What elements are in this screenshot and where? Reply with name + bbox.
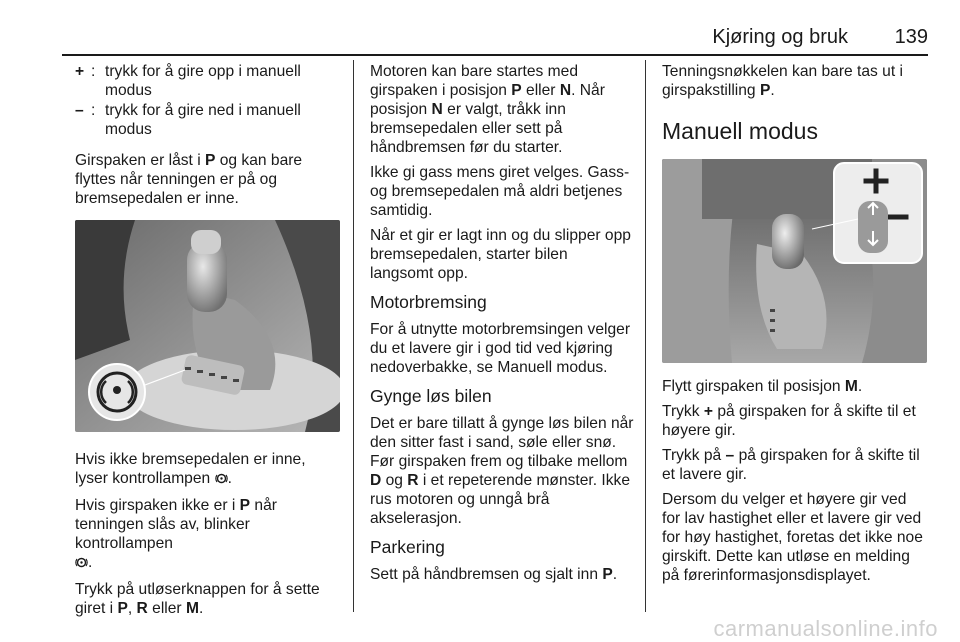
plus-icon: + bbox=[75, 63, 85, 80]
section-title: Kjøring og bruk bbox=[712, 26, 848, 48]
column-divider-2 bbox=[645, 60, 646, 612]
legend-text: trykk for å gire opp i manuell modus bbox=[105, 63, 301, 99]
legend-text: trykk for å gire ned i manuell modus bbox=[105, 102, 301, 138]
paragraph: Ikke gi gass mens giret velges. Gass- og bremsepedalen må aldri betjenes samtidig. bbox=[370, 164, 630, 219]
paragraph: Flytt girspaken til posisjon M. bbox=[662, 378, 863, 395]
brake-warning-icon bbox=[75, 555, 88, 574]
legend-item-minus: – : trykk for å gire ned i manuell modus bbox=[75, 101, 340, 139]
brake-warning-icon bbox=[215, 471, 228, 490]
paragraph: Hvis ikke bremsepedalen er inne, lyser kontrollampen . bbox=[75, 450, 340, 490]
gear-lever-photo bbox=[75, 220, 340, 432]
minus-icon: – bbox=[725, 447, 735, 464]
paragraph: Trykk på – på girspaken for å skifte til et lavere gir. bbox=[662, 447, 920, 483]
paragraph: Dersom du velger et høyere gir ved for lav hastighet eller et lavere gir ved for høy hastighet, foretas det ikke noe girskift. Dette kan utløse en melding på førerinformasjonsdisplayet. bbox=[662, 491, 923, 584]
header-rule bbox=[62, 54, 928, 56]
paragraph: Det er bare tillatt å gynge løs bilen når den sitter fast i sand, søle eller snø. Før girspaken frem og tilbake mellom D og R i et repeterende mønster. Ikke rus motoren og unngå brå akselerasjon. bbox=[370, 415, 634, 527]
heading-manuell-modus: Manuell modus bbox=[662, 118, 818, 144]
heading-parkering: Parkering bbox=[370, 537, 445, 557]
paragraph: Tenningsnøkkelen kan bare tas ut i girspakstilling P. bbox=[662, 63, 903, 99]
column-2 bbox=[370, 62, 635, 590]
paragraph: Motoren kan bare startes med girspaken i posisjon P eller N. Når posisjon N er valgt, tråkk inn bremsepedalen eller sett på håndbremsen før du starter. bbox=[370, 63, 605, 156]
paragraph: Hvis girspaken ikke er i P når tenningen slås av, blinker kontrollampen . bbox=[75, 496, 340, 574]
legend-item-plus: + : trykk for å gire opp i manuell modus bbox=[75, 62, 340, 100]
paragraph: Når et gir er lagt inn og du slipper opp bremsepedalen, starter bilen langsomt opp. bbox=[370, 227, 631, 282]
paragraph: Trykk + på girspaken for å skifte til et høyere gir. bbox=[662, 403, 916, 439]
page-header bbox=[62, 24, 928, 54]
column-3 bbox=[662, 62, 927, 591]
manual-mode-photo bbox=[662, 159, 927, 363]
paragraph: Sett på håndbremsen og sjalt inn P. bbox=[370, 566, 618, 583]
column-divider-1 bbox=[353, 60, 354, 612]
column-1 bbox=[75, 62, 340, 624]
heading-gynge: Gynge løs bilen bbox=[370, 386, 492, 406]
heading-motorbremsing: Motorbremsing bbox=[370, 292, 487, 312]
paragraph: Trykk på utløserknappen for å sette giret i P, R eller M. bbox=[75, 581, 320, 617]
page-number: 139 bbox=[894, 26, 928, 48]
paragraph: Girspaken er låst i P og kan bare flyttes når tenningen er på og bremsepedalen er inne. bbox=[75, 152, 303, 207]
plus-icon: + bbox=[703, 403, 713, 420]
paragraph: For å utnytte motorbremsingen velger du et lavere gir i god tid ved kjøring nedoverbakke, se Manuell modus. bbox=[370, 321, 631, 376]
minus-icon: – bbox=[75, 102, 84, 119]
watermark: carmanualsonline.info bbox=[713, 616, 938, 641]
